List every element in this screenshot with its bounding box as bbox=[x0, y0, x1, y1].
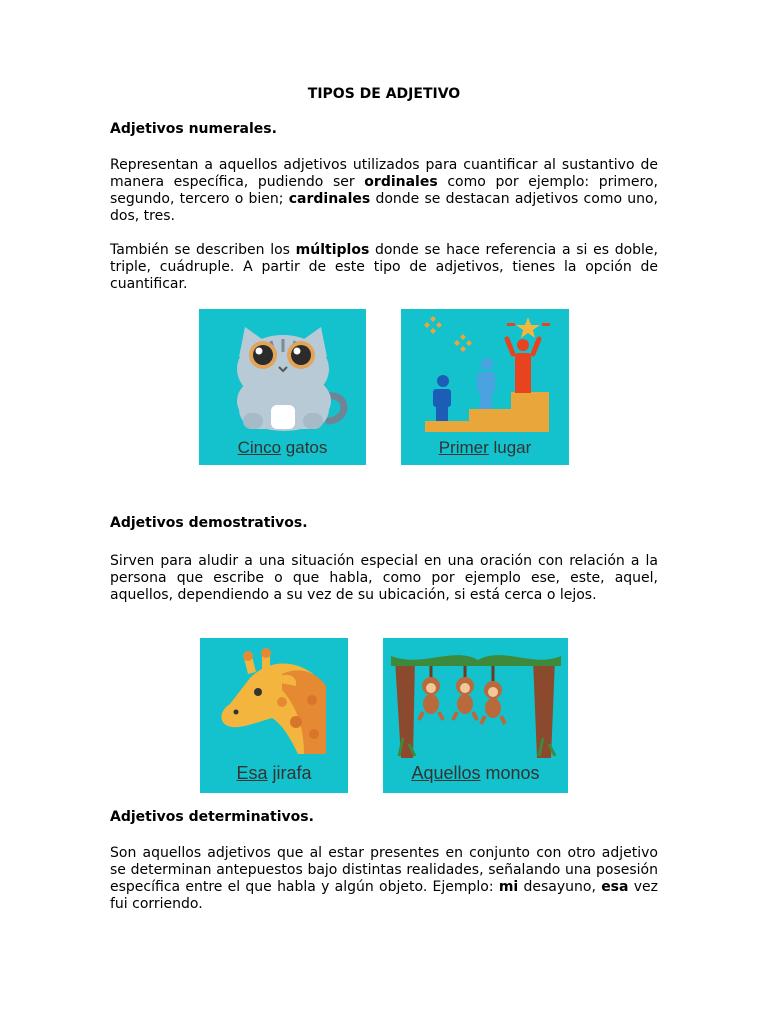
paragraph-numerales-1: Representan a aquellos adjetivos utilizados para cuantificar al sustantivo de manera específica, pudiendo ser ordinales como por ejemplo: primero, segundo, tercero o bien; cardinales donde se destacan adjetivos como uno, dos, tres. bbox=[110, 157, 658, 224]
caption-aquellos-monos: Aquellos monos bbox=[411, 763, 540, 783]
caption-esa-jirafa: Esa jirafa bbox=[236, 763, 312, 783]
heading-numerales: Adjetivos numerales. bbox=[110, 121, 277, 137]
paragraph-demostrativos: Sirven para aludir a una situación especial en una oración con relación a la persona que escribe o que habla, como por ejemplo ese, este, aquel, aquellos, dependiendo a su vez de su ubicación, si está cerca o lejos. bbox=[110, 553, 658, 603]
card-primer-lugar bbox=[401, 309, 569, 465]
monkey-2 bbox=[453, 666, 477, 720]
card-aquellos-monos bbox=[383, 638, 568, 793]
paragraph-numerales-2: También se describen los múltiplos donde se hace referencia a si es doble, triple, cuádruple. A partir de este tipo de adjetivos, tienes la opción de cuantificar. bbox=[110, 242, 658, 292]
card-cinco-gatos bbox=[199, 309, 366, 465]
heading-determinativos: Adjetivos determinativos. bbox=[110, 809, 314, 825]
monkey-1 bbox=[419, 666, 443, 720]
heading-demostrativos: Adjetivos demostrativos. bbox=[110, 515, 308, 531]
card-esa-jirafa bbox=[200, 638, 348, 793]
caption-cinco-gatos: Cinco gatos bbox=[237, 438, 328, 457]
paragraph-determinativos: Son aquellos adjetivos que al estar presentes en conjunto con otro adjetivo se determinan antepuestos bajo distintas realidades, señalando una posesión específica entre el que habla y algún objeto. Ejemplo: mi desayuno, esa vez fui corriendo. bbox=[110, 845, 658, 912]
caption-primer-lugar: Primer lugar bbox=[438, 438, 532, 457]
monkey-3 bbox=[481, 666, 505, 724]
document-title: TIPOS DE ADJETIVO bbox=[307, 86, 461, 102]
